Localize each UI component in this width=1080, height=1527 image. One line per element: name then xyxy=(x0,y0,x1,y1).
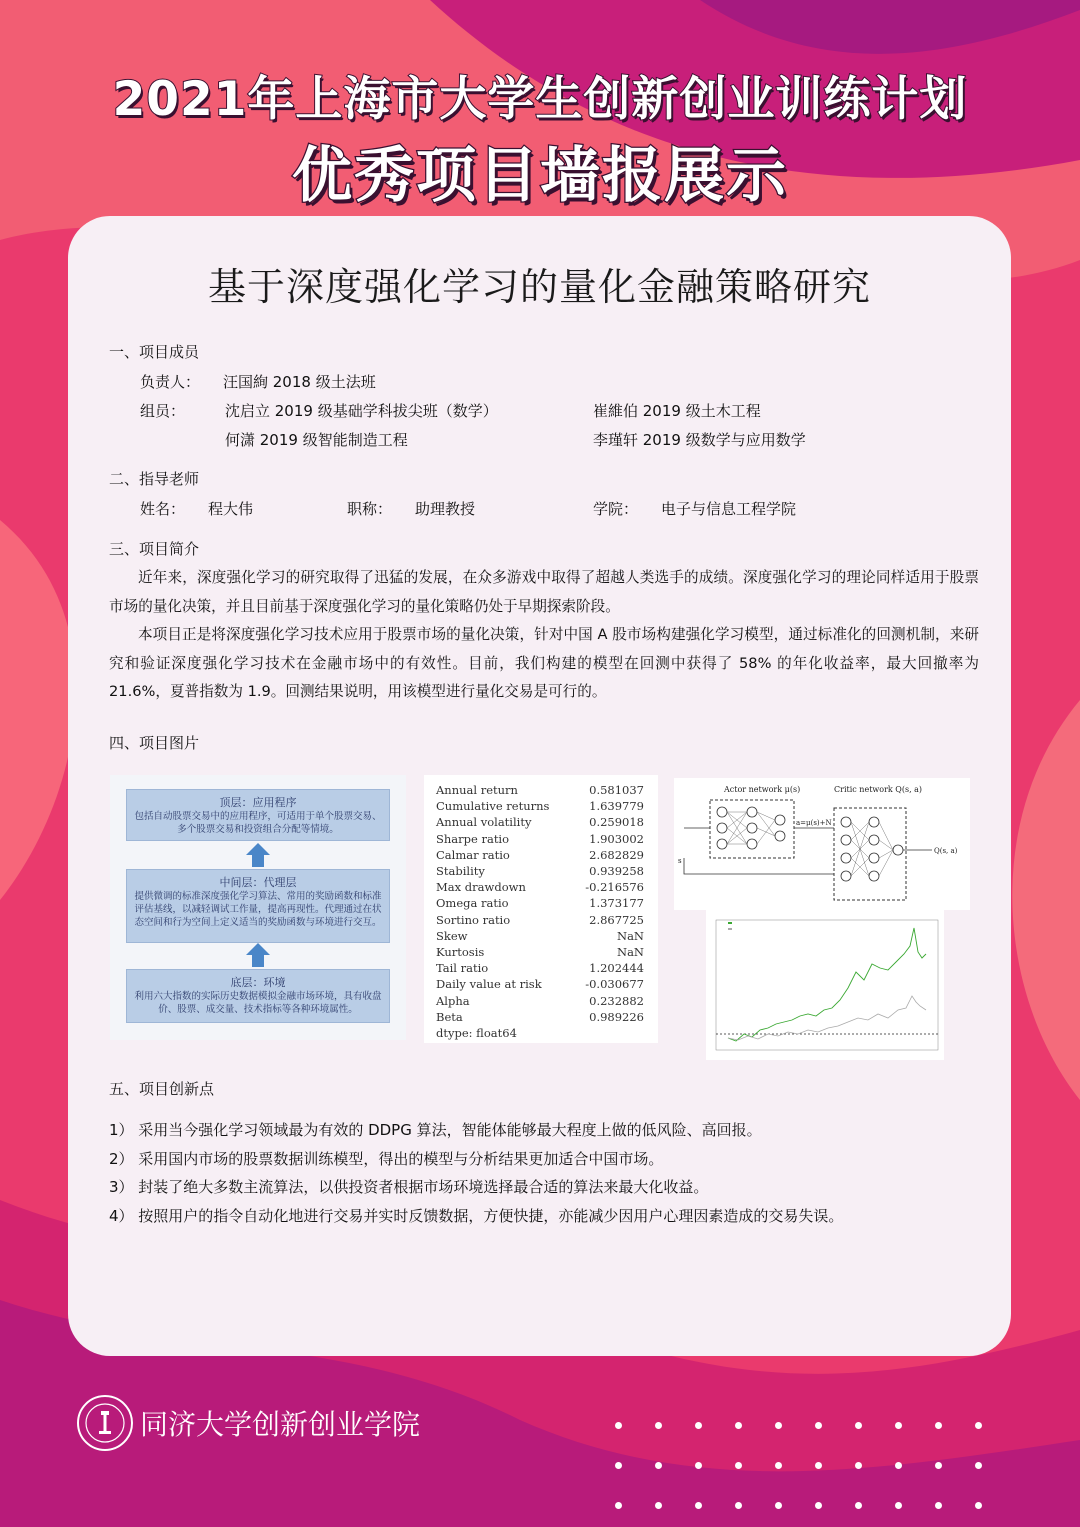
decorative-dot xyxy=(855,1422,862,1429)
innovation-item-2: 2） 采用国内市场的股票数据训练模型，得出的模型与分析结果更加适合中国市场。 xyxy=(109,1150,664,1168)
advisor-heading: 二、指导老师 xyxy=(109,470,200,488)
stats-key: Omega ratio xyxy=(436,896,509,911)
innovation-item-1: 1） 采用当今强化学习领域最为有效的 DDPG 算法，智能体能够最大程度上做的低风险、高回报。 xyxy=(109,1121,762,1139)
returns-chart-figure xyxy=(706,910,944,1060)
decorative-dot xyxy=(815,1502,822,1509)
advisor-school: 电子与信息工程学院 xyxy=(661,500,797,518)
stats-row xyxy=(436,832,644,848)
poster-title-line2: 优秀项目墙报展示 xyxy=(292,141,788,211)
stats-row xyxy=(436,896,644,912)
innovation-item-3: 3） 封装了绝大多数主流算法，以供投资者根据市场环境选择最合适的算法来最大化收益。 xyxy=(109,1178,709,1196)
stats-row xyxy=(436,929,644,945)
decorative-dot xyxy=(935,1422,942,1429)
stats-row xyxy=(436,994,644,1010)
decorative-dot xyxy=(855,1462,862,1469)
stats-value: -0.030677 xyxy=(585,977,644,992)
members-heading: 一、项目成员 xyxy=(109,343,200,361)
decorative-dot xyxy=(615,1502,622,1509)
legend-swatch-benchmark xyxy=(728,928,732,930)
stats-key: Skew xyxy=(436,928,468,943)
stats-value: -0.216576 xyxy=(585,880,644,895)
arrow-up-icon xyxy=(246,843,270,855)
group-label: 组员： xyxy=(140,402,186,420)
intro-body xyxy=(109,564,979,707)
decorative-dot xyxy=(735,1462,742,1469)
university-logo xyxy=(77,1395,133,1451)
stats-row xyxy=(436,977,644,993)
stats-row xyxy=(436,961,644,977)
layer-bottom-desc: 利用六大指数的实际历史数据模拟金融市场环境，具有收盘价、股票、成交量、技术指标等各种环境属性。 xyxy=(134,991,382,1015)
layer-top xyxy=(126,789,390,841)
stats-value: 1.903002 xyxy=(589,831,644,846)
decorative-dot xyxy=(735,1422,742,1429)
stats-key: Tail ratio xyxy=(436,961,489,976)
stats-row xyxy=(436,783,644,799)
stats-key: Max drawdown xyxy=(436,880,526,895)
layer-middle xyxy=(126,869,390,943)
stats-key: Kurtosis xyxy=(436,945,485,959)
legend-swatch-strategy xyxy=(728,922,732,924)
stats-value: 0.939258 xyxy=(589,864,644,878)
arrow-up-icon xyxy=(246,943,270,955)
stats-value: 1.639779 xyxy=(589,799,644,814)
state-label: s xyxy=(678,857,682,865)
stats-row xyxy=(436,815,644,831)
critic-label: Critic network Q(s, a) xyxy=(834,785,923,794)
stats-key: Sharpe ratio xyxy=(436,831,510,846)
layer-bottom xyxy=(126,969,390,1023)
stats-key: Annual return xyxy=(436,783,518,797)
stats-key: dtype: float64 xyxy=(436,1026,517,1040)
stats-value: NaN xyxy=(617,928,644,943)
stats-value: 2.867725 xyxy=(589,912,644,927)
advisor-school-label: 学院： xyxy=(593,500,639,518)
advisor-title: 助理教授 xyxy=(415,500,476,518)
stats-key: Sortino ratio xyxy=(436,912,511,927)
stats-key: Stability xyxy=(436,864,485,878)
backtest-stats-table xyxy=(424,775,658,1043)
decorative-dot xyxy=(895,1462,902,1469)
member-2: 崔維伯 2019 级土木工程 xyxy=(593,402,761,420)
layer-middle-title: 中间层：代理层 xyxy=(219,876,297,889)
stats-row xyxy=(436,1010,644,1026)
innovation-item-4: 4） 按照用户的指令自动化地进行交易并实时反馈数据，方便快捷，亦能减少因用户心理因素造成的交易失误。 xyxy=(109,1207,844,1225)
decorative-dot xyxy=(775,1462,782,1469)
advisor-title-label: 职称： xyxy=(347,500,393,518)
stats-row xyxy=(436,880,644,896)
decorative-dot xyxy=(615,1422,622,1429)
decorative-dot xyxy=(815,1462,822,1469)
layer-top-desc: 包括自动股票交易中的应用程序，可适用于单个股票交易、多个股票交易和投资组合分配等情境。 xyxy=(134,811,382,835)
stats-row xyxy=(436,799,644,815)
decorative-dot xyxy=(655,1502,662,1509)
decorative-dot xyxy=(935,1462,942,1469)
advisor-name-label: 姓名： xyxy=(140,500,186,518)
intro-paragraph-1: 近年来，深度强化学习的研究取得了迅猛的发展，在众多游戏中取得了超越人类选手的成绩。深度强化学习的理论同样适用于股票市场的量化决策，并且目前基于深度强化学习的量化策略仍处于早期探索阶段。 xyxy=(109,569,979,615)
stats-value: 0.989226 xyxy=(589,1009,644,1024)
stats-value: 0.581037 xyxy=(589,783,644,797)
decorative-dot xyxy=(975,1422,982,1429)
arrow-shaft xyxy=(252,955,264,967)
action-label: a=μ(s)+N xyxy=(796,819,832,827)
layer-middle-desc: 提供微调的标准深度强化学习算法、常用的奖励函数和标准评估基线，以减轻调试工作量，提高再现性。代理通过在状态空间和行为空间上定义适当的奖励函数与环境进行交互。 xyxy=(134,891,382,928)
stats-row xyxy=(436,1026,644,1042)
decorative-dot xyxy=(695,1422,702,1429)
member-4: 李瑾轩 2019 级数学与应用数学 xyxy=(593,431,806,449)
chart-frame xyxy=(716,920,938,1050)
footer-org-name: 同济大学创新创业学院 xyxy=(140,1408,421,1441)
decorative-dot xyxy=(775,1502,782,1509)
decorative-dot xyxy=(935,1502,942,1509)
innovation-heading: 五、项目创新点 xyxy=(109,1080,215,1098)
stats-value: 1.373177 xyxy=(589,896,644,911)
stats-key: Annual volatility xyxy=(436,815,532,830)
leader-value: 汪国絢 2018 级土法班 xyxy=(223,373,376,391)
layer-bottom-title: 底层：环境 xyxy=(230,976,286,989)
decorative-dot xyxy=(695,1502,702,1509)
decorative-dot xyxy=(735,1502,742,1509)
leader-label: 负责人： xyxy=(140,373,201,391)
stats-value: 0.259018 xyxy=(589,815,644,830)
arrow-shaft xyxy=(252,855,264,867)
decorative-dot xyxy=(975,1502,982,1509)
architecture-figure xyxy=(110,775,406,1040)
decorative-dot xyxy=(775,1422,782,1429)
stats-key: Cumulative returns xyxy=(436,799,550,814)
state-line xyxy=(684,858,834,874)
decorative-dot xyxy=(695,1462,702,1469)
advisor-name: 程大伟 xyxy=(208,500,254,518)
member-3: 何潇 2019 级智能制造工程 xyxy=(225,431,408,449)
stats-value: 1.202444 xyxy=(589,961,644,976)
actor-label: Actor network μ(s) xyxy=(724,785,801,794)
decorative-dot xyxy=(855,1502,862,1509)
layer-top-title: 顶层：应用程序 xyxy=(219,796,297,809)
decorative-dot xyxy=(655,1462,662,1469)
poster-title-line1: 2021年上海市大学生创新创业训练计划 xyxy=(112,72,968,127)
decorative-dot xyxy=(975,1462,982,1469)
decorative-dot xyxy=(815,1422,822,1429)
stats-row xyxy=(436,913,644,929)
q-label: Q(s, a) xyxy=(934,847,958,855)
stats-row xyxy=(436,848,644,864)
stats-key: Alpha xyxy=(436,993,470,1008)
ddpg-network-figure xyxy=(674,778,970,910)
stats-key: Daily value at risk xyxy=(436,977,542,992)
stats-row xyxy=(436,945,644,961)
decorative-dot xyxy=(655,1422,662,1429)
stats-row xyxy=(436,864,644,880)
stats-key: Calmar ratio xyxy=(436,847,510,862)
images-heading: 四、项目图片 xyxy=(109,734,200,752)
project-title: 基于深度强化学习的量化金融策略研究 xyxy=(207,265,871,309)
stats-value: 0.232882 xyxy=(589,993,644,1008)
stats-key: Beta xyxy=(436,1009,463,1024)
member-1: 沈启立 2019 级基础学科拔尖班（数学） xyxy=(225,402,498,420)
decorative-dot xyxy=(895,1422,902,1429)
content-card xyxy=(68,216,1011,1356)
decorative-dot xyxy=(895,1502,902,1509)
intro-paragraph-2: 本项目正是将深度强化学习技术应用于股票市场的量化决策，针对中国 A 股市场构建强化学习模型，通过标准化的回测机制，来研究和验证深度强化学习技术在金融市场中的有效性。目前，我们构建的模型在回测中获得了 58% 的年化收益率，最大回撤率为 21.6%，夏普指数为 1.9。回测结果说明，用该模型进行量化交易是可行的。 xyxy=(109,626,979,700)
intro-heading: 三、项目简介 xyxy=(109,540,200,558)
decorative-dot xyxy=(615,1462,622,1469)
stats-value: NaN xyxy=(617,945,644,959)
stats-value: 2.682829 xyxy=(589,847,644,862)
